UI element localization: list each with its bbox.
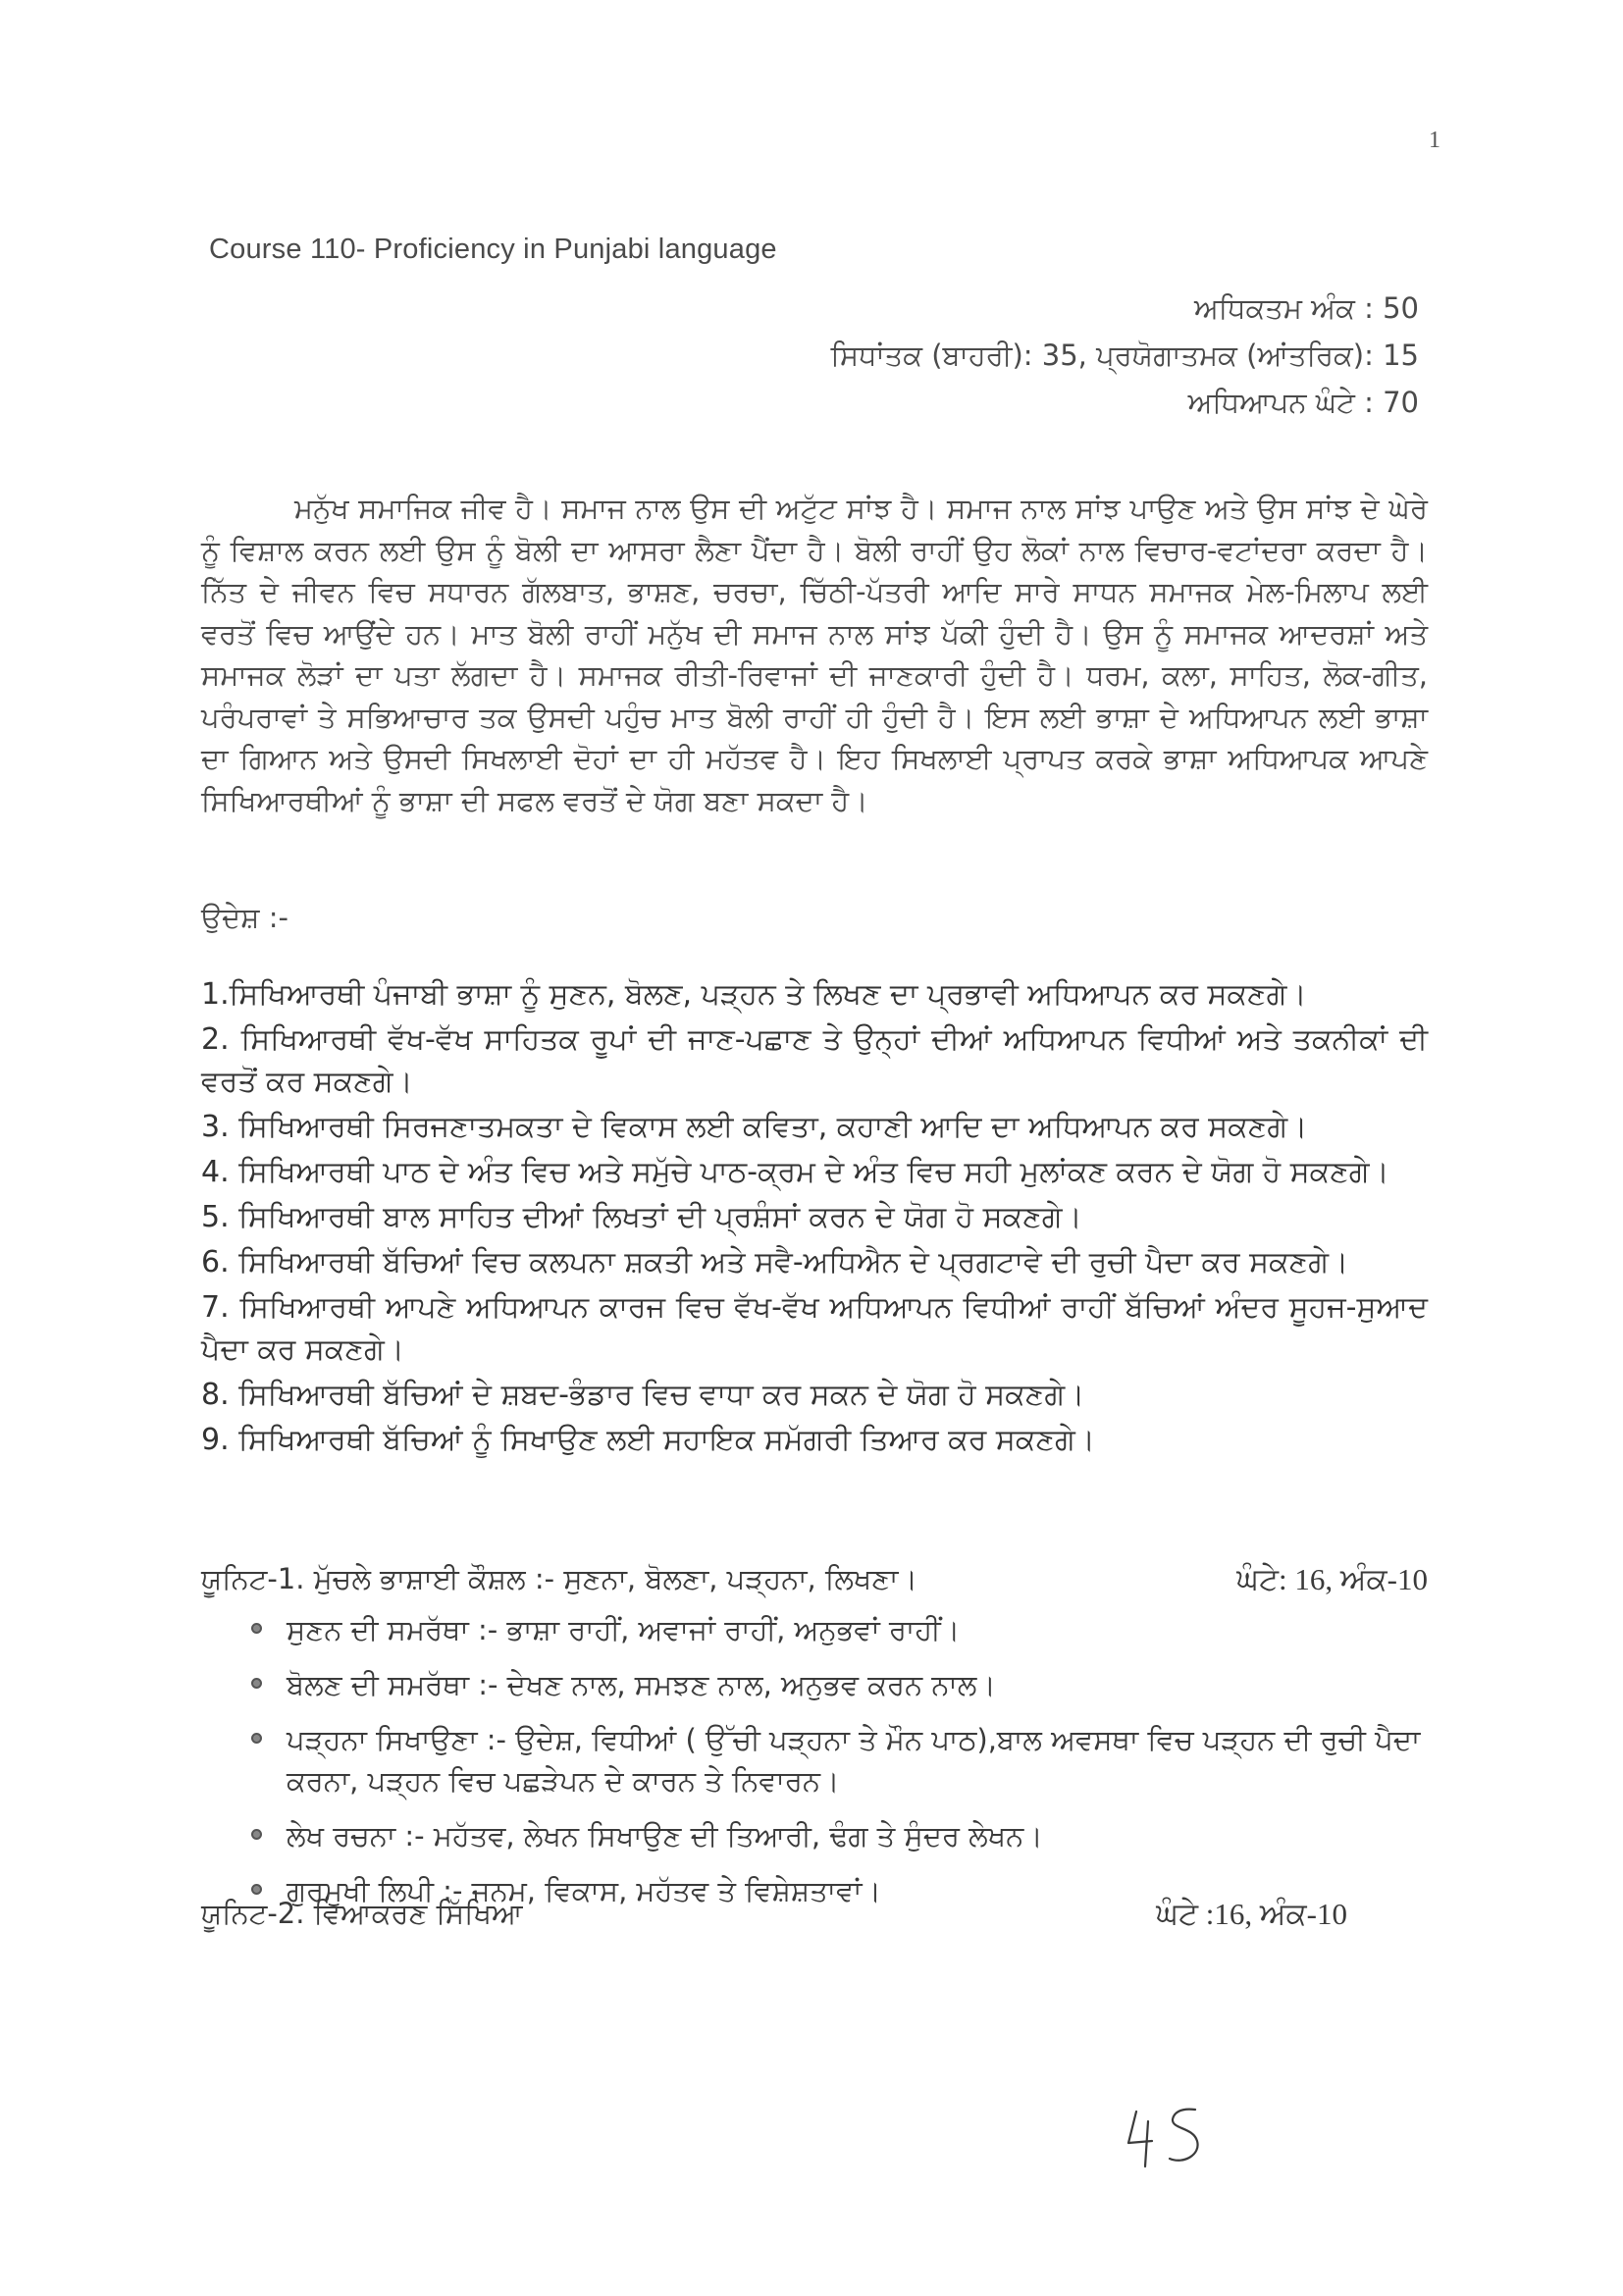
- topic-item: [245, 1815, 1423, 1856]
- handwritten-page-mark: [1119, 2100, 1217, 2178]
- objective-item: 8. ਸਿਖਿਆਰਥੀ ਬੱਚਿਆਂ ਦੇ ਸ਼ਬਦ-ਭੰਡਾਰ ਵਿਚ ਵਾਧਾ ਕਰ ਸਕਨ ਦੇ ਯੋਗ ਹੋ ਸਕਣਗੇ।: [201, 1378, 1085, 1412]
- bullet-icon: [251, 1623, 262, 1634]
- intro-paragraph: ਮਨੁੱਖ ਸਮਾਜਿਕ ਜੀਵ ਹੈ। ਸਮਾਜ ਨਾਲ ਉਸ ਦੀ ਅਟੁੱਟ ਸਾਂਝ ਹੈ। ਸਮਾਜ ਨਾਲ ਸਾਂਝ ਪਾਉਣ ਅਤੇ ਉਸ ਸਾਂਝ ਦੇ ਘੇਰੇ ਨੂੰ ਵਿਸ਼ਾਲ ਕਰਨ ਲਈ ਉਸ ਨੂੰ ਬੋਲੀ ਦਾ ਆਸਰਾ ਲੈਣਾ ਪੈਂਦਾ ਹੈ। ਬੋਲੀ ਰਾਹੀਂ ਉਹ ਲੋਕਾਂ ਨਾਲ ਵਿਚਾਰ-ਵਟਾਂਦਰਾ ਕਰਦਾ ਹੈ। ਨਿੱਤ ਦੇ ਜੀਵਨ ਵਿਚ ਸਧਾਰਨ ਗੱਲਬਾਤ, ਭਾਸ਼ਣ, ਚਰਚਾ, ਚਿੱਠੀ-ਪੱਤਰੀ ਆਦਿ ਸਾਰੇ ਸਾਧਨ ਸਮਾਜਕ ਮੇਲ-ਮਿਲਾਪ ਲਈ ਵਰਤੋਂ ਵਿਚ ਆਉਂਦੇ ਹਨ। ਮਾਤ ਬੋਲੀ ਰਾਹੀਂ ਮਨੁੱਖ ਦੀ ਸਮਾਜ ਨਾਲ ਸਾਂਝ ਪੱਕੀ ਹੁੰਦੀ ਹੈ। ਉਸ ਨੂੰ ਸਮਾਜਕ ਆਦਰਸ਼ਾਂ ਅਤੇ ਸਮਾਜਕ ਲੋੜਾਂ ਦਾ ਪਤਾ ਲੱਗਦਾ ਹੈ। ਸਮਾਜਕ ਰੀਤੀ-ਰਿਵਾਜਾਂ ਦੀ ਜਾਣਕਾਰੀ ਹੁੰਦੀ ਹੈ। ਧਰਮ, ਕਲਾ, ਸਾਹਿਤ, ਲੋਕ-ਗੀਤ, ਪਰੰਪਰਾਵਾਂ ਤੇ ਸਭਿਆਚਾਰ ਤਕ ਉਸਦੀ ਪਹੁੰਚ ਮਾਤ ਬੋਲੀ ਰਾਹੀਂ ਹੀ ਹੁੰਦੀ ਹੈ। ਇਸ ਲਈ ਭਾਸ਼ਾ ਦੇ ਅਧਿਆਪਨ ਲਈ ਭਾਸ਼ਾ ਦਾ ਗਿਆਨ ਅਤੇ ਉਸਦੀ ਸਿਖਲਾਈ ਦੋਹਾਂ ਦਾ ਹੀ ਮਹੱਤਵ ਹੈ। ਇਹ ਸਿਖਲਾਈ ਪ੍ਰਾਪਤ ਕਰਕੇ ਭਾਸ਼ਾ ਅਧਿਆਪਕ ਆਪਣੇ ਸਿਖਿਆਰਥੀਆਂ ਨੂੰ ਭਾਸ਼ਾ ਦੀ ਸਫਲ ਵਰਤੋਂ ਦੇ ਯੋਗ ਬਣਾ ਸਕਦਾ ਹੈ।: [201, 492, 1428, 817]
- course-title: Course 110- Proficiency in Punjabi language: [209, 234, 777, 265]
- unit-1-topics: [245, 1609, 1423, 1925]
- objective-item: 4. ਸਿਖਿਆਰਥੀ ਪਾਠ ਦੇ ਅੰਤ ਵਿਚ ਅਤੇ ਸਮੁੱਚੇ ਪਾਠ-ਕ੍ਰਮ ਦੇ ਅੰਤ ਵਿਚ ਸਹੀ ਮੁਲਾਂਕਣ ਕਰਨ ਦੇ ਯੋਗ ਹੋ ਸਕਣਗੇ।: [201, 1155, 1389, 1189]
- objective-item: 2. ਸਿਖਿਆਰਥੀ ਵੱਖ-ਵੱਖ ਸਾਹਿਤਕ ਰੂਪਾਂ ਦੀ ਜਾਣ-ਪਛਾਣ ਤੇ ਉਨ੍ਹਾਂ ਦੀਆਂ ਅਧਿਆਪਨ ਵਿਧੀਆਂ ਅਤੇ ਤਕਨੀਕਾਂ ਦੀ ਵਰਤੋਂ ਕਰ ਸਕਣਗੇ।: [201, 1022, 1428, 1099]
- bullet-icon: [251, 1678, 262, 1689]
- objective-item: 1.ਸਿਖਿਆਰਥੀ ਪੰਜਾਬੀ ਭਾਸ਼ਾ ਨੂੰ ਸੁਣਨ, ਬੋਲਣ, ਪੜ੍ਹਨ ਤੇ ਲਿਖਣ ਦਾ ਪ੍ਰਭਾਵੀ ਅਧਿਆਪਨ ਕਰ ਸਕਣਗੇ।: [201, 977, 1307, 1012]
- objective-item: 9. ਸਿਖਿਆਰਥੀ ਬੱਚਿਆਂ ਨੂੰ ਸਿਖਾਉਣ ਲਈ ਸਹਾਇਕ ਸਮੱਗਰੀ ਤਿਆਰ ਕਰ ਸਕਣਗੇ।: [201, 1423, 1095, 1457]
- unit-1-hours-marks: ਘੰਟੇ: 16, ਅੰਕ-10: [1236, 1562, 1428, 1596]
- marks-block: [831, 285, 1419, 426]
- topic-text: ਗੁਰਮੁਖੀ ਲਿਪੀ :- ਜਨਮ, ਵਿਕਾਸ, ਮਹੱਤਵ ਤੇ ਵਿਸ਼ੇਸ਼ਤਾਵਾਂ।: [287, 1874, 882, 1907]
- bullet-icon: [251, 1733, 262, 1744]
- teaching-hours: ਅਧਿਆਪਨ ਘੰਟੇ : 70: [1187, 386, 1419, 419]
- topic-item: [245, 1664, 1423, 1705]
- topic-text: ਬੋਲਣ ਦੀ ਸਮਰੱਥਾ :- ਦੇਖਣ ਨਾਲ, ਸਮਝਣ ਨਾਲ, ਅਨੁਭਵ ਕਰਨ ਨਾਲ।: [287, 1668, 996, 1701]
- topic-item: [245, 1719, 1423, 1801]
- topic-item: [245, 1609, 1423, 1650]
- objective-item: 5. ਸਿਖਿਆਰਥੀ ਬਾਲ ਸਾਹਿਤ ਦੀਆਂ ਲਿਖਤਾਂ ਦੀ ਪ੍ਰਸ਼ੰਸਾਂ ਕਰਨ ਦੇ ਯੋਗ ਹੋ ਸਕਣਗੇ।: [201, 1200, 1082, 1234]
- topic-text: ਪੜ੍ਹਨਾ ਸਿਖਾਉਣਾ :- ਉਦੇਸ਼, ਵਿਧੀਆਂ ( ਉੱਚੀ ਪੜ੍ਹਨਾ ਤੇ ਮੌਨ ਪਾਠ),ਬਾਲ ਅਵਸਥਾ ਵਿਚ ਪੜ੍ਹਨ ਦੀ ਰੁਚੀ ਪੈਦਾ ਕਰਨਾ, ਪੜ੍ਹਨ ਵਿਚ ਪਛੜੇਪਨ ਦੇ ਕਾਰਨ ਤੇ ਨਿਵਾਰਨ।: [287, 1723, 1421, 1798]
- objective-item: 6. ਸਿਖਿਆਰਥੀ ਬੱਚਿਆਂ ਵਿਚ ਕਲਪਨਾ ਸ਼ਕਤੀ ਅਤੇ ਸਵੈ-ਅਧਿਐਨ ਦੇ ਪ੍ਰਗਟਾਵੇ ਦੀ ਰੁਚੀ ਪੈਦਾ ਕਰ ਸਕਣਗੇ।: [201, 1245, 1349, 1279]
- topic-text: ਲੇਖ ਰਚਨਾ :- ਮਹੱਤਵ, ਲੇਖਨ ਸਿਖਾਉਣ ਦੀ ਤਿਆਰੀ, ਢੰਗ ਤੇ ਸੁੰਦਰ ਲੇਖਨ।: [287, 1819, 1043, 1852]
- max-marks: ਅਧਿਕਤਮ ਅੰਕ : 50: [1193, 291, 1419, 325]
- unit-2-title: ਯੂਨਿਟ-2. ਵਿਆਕਰਣ ਸਿੱਖਿਆ: [201, 1897, 523, 1930]
- unit-2-hours-marks: ਘੰਟੇ :16, ਅੰਕ-10: [1156, 1897, 1347, 1931]
- objectives-heading: ਉਦੇਸ਼ :-: [201, 901, 288, 934]
- bullet-icon: [251, 1829, 262, 1840]
- objective-item: 3. ਸਿਖਿਆਰਥੀ ਸਿਰਜਣਾਤਮਕਤਾ ਦੇ ਵਿਕਾਸ ਲਈ ਕਵਿਤਾ, ਕਹਾਣੀ ਆਦਿ ਦਾ ਅਧਿਆਪਨ ਕਰ ਸਕਣਗੇ।: [201, 1110, 1308, 1144]
- theory-practical-marks: ਸਿਧਾਂਤਕ (ਬਾਹਰੀ): 35, ਪ੍ਰਯੋਗਾਤਮਕ (ਆਂਤਰਿਕ): 15: [830, 339, 1419, 372]
- topic-text: ਸੁਣਨ ਦੀ ਸਮਰੱਥਾ :- ਭਾਸ਼ਾ ਰਾਹੀਂ, ਅਵਾਜਾਂ ਰਾਹੀਂ, ਅਨੁਭਵਾਂ ਰਾਹੀਂ।: [287, 1613, 961, 1646]
- objective-item: 7. ਸਿਖਿਆਰਥੀ ਆਪਣੇ ਅਧਿਆਪਨ ਕਾਰਜ ਵਿਚ ਵੱਖ-ਵੱਖ ਅਧਿਆਪਨ ਵਿਧੀਆਂ ਰਾਹੀਂ ਬੱਚਿਆਂ ਅੰਦਰ ਸੂਹਜ-ਸੁਆਦ ਪੈਦਾ ਕਰ ਸਕਣਗੇ।: [201, 1290, 1428, 1367]
- objectives-list: [201, 973, 1428, 1464]
- bullet-icon: [251, 1884, 262, 1895]
- page-number: 1: [1429, 128, 1440, 153]
- unit-1-title: ਯੂਨਿਟ-1. ਮੁੱਚਲੇ ਭਾਸ਼ਾਈ ਕੌਸ਼ਲ :- ਸੁਣਨਾ, ਬੋਲਣਾ, ਪੜ੍ਹਨਾ, ਲਿਖਣਾ।: [201, 1562, 918, 1595]
